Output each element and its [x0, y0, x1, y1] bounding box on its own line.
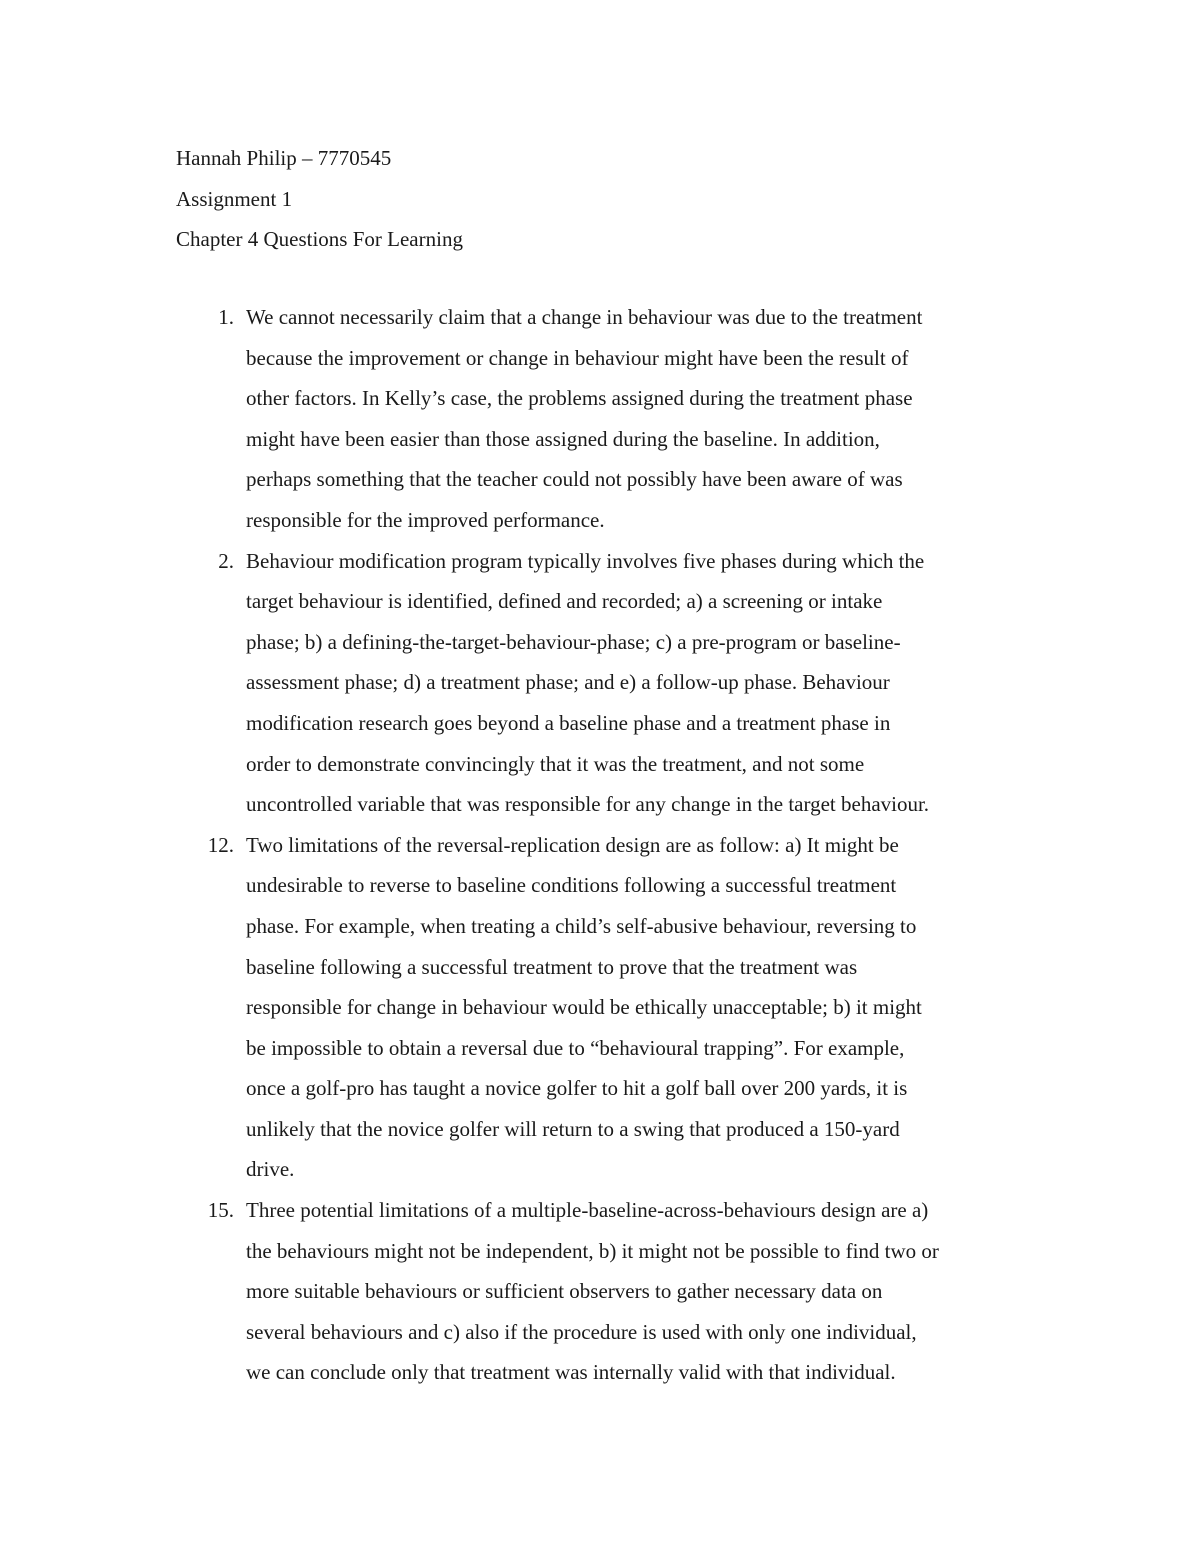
answer-line: unlikely that the novice golfer will return to a swing that produced a 150-yard — [246, 1116, 900, 1141]
answer-line: more suitable behaviours or sufficient observers to gather necessary data on — [246, 1279, 883, 1304]
answer-line: Three potential limitations of a multiple-baseline-across-behaviours design are a) — [246, 1198, 929, 1223]
answer-text — [246, 1190, 1046, 1393]
answer-line: perhaps something that the teacher could not possibly have been aware of was — [246, 467, 903, 492]
answer-item-12 — [0, 825, 1200, 1190]
answer-line: responsible for change in behaviour would be ethically unacceptable; b) it might — [246, 995, 922, 1020]
answer-line: Behaviour modification program typically involves five phases during which the — [246, 548, 925, 573]
answer-line: phase. For example, when treating a child’s self-abusive behaviour, reversing to — [246, 913, 917, 938]
answer-line: might have been easier than those assigned during the baseline. In addition, — [246, 426, 880, 451]
answer-number: 1. — [218, 305, 234, 329]
answer-line: be impossible to obtain a reversal due to “behavioural trapping”. For example, — [246, 1035, 905, 1060]
assignment-line: Assignment 1 — [176, 186, 293, 211]
answer-line: undesirable to reverse to baseline conditions following a successful treatment — [246, 873, 897, 898]
answer-number: 12. — [207, 832, 234, 857]
document-header — [176, 138, 1076, 260]
answer-number: 15. — [207, 1198, 234, 1223]
answer-item-1 — [0, 297, 1200, 541]
answer-line: baseline following a successful treatment to prove that the treatment was — [246, 954, 858, 979]
answer-line: target behaviour is identified, defined and recorded; a) a screening or intake — [246, 589, 883, 614]
answer-text — [246, 825, 1046, 1190]
author-line: Hannah Philip – 7770545 — [176, 146, 392, 170]
answer-line: modification research goes beyond a baseline phase and a treatment phase in — [246, 710, 891, 735]
answer-line: responsible for the improved performance. — [246, 507, 605, 532]
answer-number: 2. — [218, 548, 234, 573]
answer-line: uncontrolled variable that was responsible for any change in the target behaviour. — [246, 792, 930, 817]
answer-line: Two limitations of the reversal-replication design are as follow: a) It might be — [246, 832, 899, 857]
answer-list — [0, 297, 1200, 1393]
answer-text — [246, 297, 1046, 541]
answer-item-15 — [0, 1190, 1200, 1393]
answer-item-2 — [0, 541, 1200, 825]
answer-line: phase; b) a defining-the-target-behaviour-phase; c) a pre-program or baseline- — [246, 629, 901, 654]
answer-line: several behaviours and c) also if the procedure is used with only one individual, — [246, 1319, 917, 1344]
answer-line: once a golf-pro has taught a novice golfer to hit a golf ball over 200 yards, it is — [246, 1076, 908, 1101]
answer-line: assessment phase; d) a treatment phase; and e) a follow-up phase. Behaviour — [246, 670, 890, 695]
answer-line: the behaviours might not be independent, b) it might not be possible to find two or — [246, 1238, 939, 1263]
chapter-line: Chapter 4 Questions For Learning — [176, 227, 463, 252]
answer-line: We cannot necessarily claim that a change in behaviour was due to the treatment — [246, 305, 923, 329]
answer-line: we can conclude only that treatment was internally valid with that individual. — [246, 1360, 896, 1385]
answer-text — [246, 541, 1046, 825]
answer-line: because the improvement or change in behaviour might have been the result of — [246, 345, 909, 370]
answer-line: other factors. In Kelly’s case, the problems assigned during the treatment phase — [246, 386, 913, 411]
answer-line: drive. — [246, 1157, 295, 1182]
answer-line: order to demonstrate convincingly that it was the treatment, and not some — [246, 751, 865, 776]
